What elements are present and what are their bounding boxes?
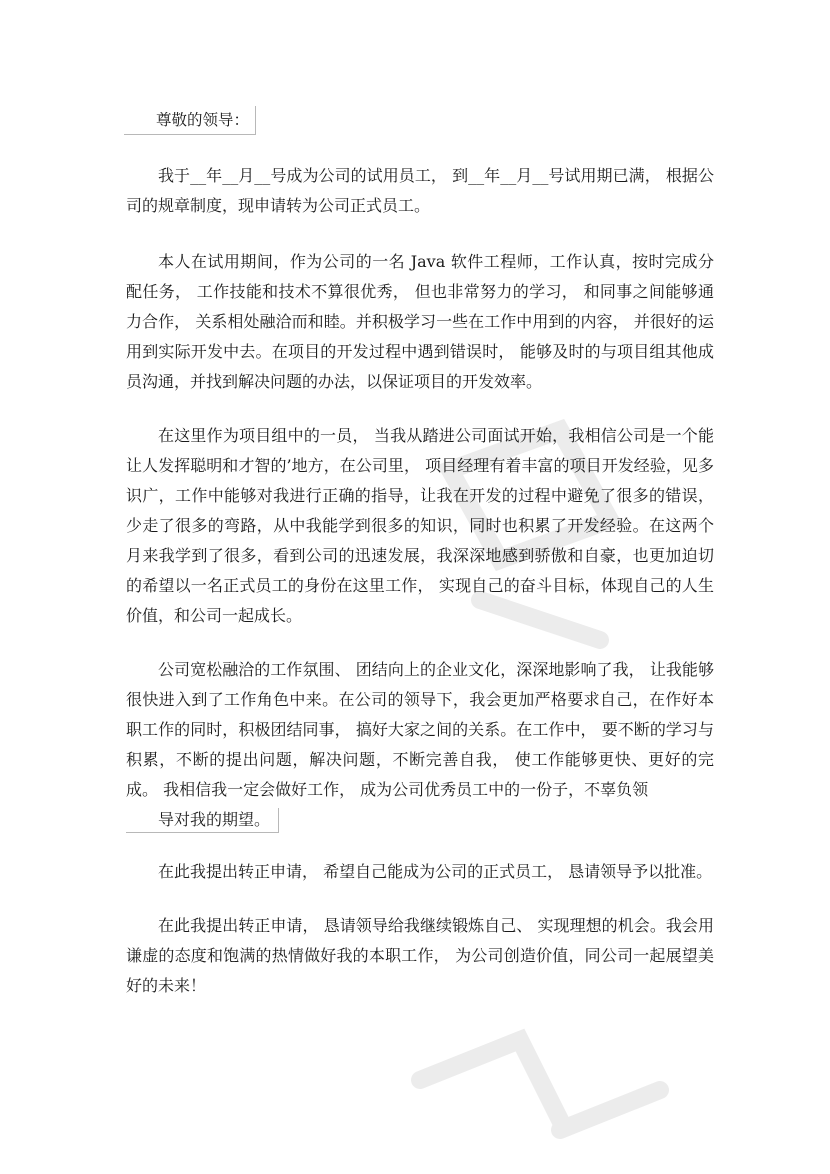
watermark-stroke <box>420 1040 560 1120</box>
paragraph-5: 在此我提出转正申请， 希望自己能成为公司的正式员工， 恳请领导予以批准。 <box>158 862 713 881</box>
paragraph-4-end: 导对我的期望。 <box>126 808 279 833</box>
watermark-stroke <box>560 1090 660 1130</box>
paragraph-4-text: 公司宽松融洽的工作氛围、 团结向上的企业文化，深深地影响了我， 让我能够很快进入到了工作角色中来。在公司的领导下，我会更加严格要求自己，在作好本职工作的同时，积极团结同事， 搞好大家之间的关系。在工作中， 要不断的学习与积累，不断的提出问题，解决问题，不断完善自我， 使工作能够更快、更好的完成。 我相信我一定会做好工作， 成为公司优秀员工中的一份子，不辜负领 <box>126 660 714 799</box>
paragraph-1: 我于__年__月__号成为公司的试用员工， 到__年__月__号试用期已满， 根据公司的规章制度，现申请转为公司正式员工。 <box>126 166 714 215</box>
paragraph-6: 在此我提出转正申请， 恳请领导给我继续锻炼自己、 实现理想的机会。我会用谦虚的态度和饱满的热情做好我的本职工作， 为公司创造价值，同公司一起展望美好的未来！ <box>126 916 714 995</box>
paragraph-4 <box>126 655 714 835</box>
letter-body <box>126 106 714 1001</box>
paragraph-3: 在这里作为项目组中的一员， 当我从踏进公司面试开始，我相信公司是一个能让人发挥聪明和才智的’地方，在公司里， 项目经理有着丰富的项目开发经验，见多识广，工作中能够对我进行正确的指导，让我在开发的过程中避免了很多的错误， 少走了很多的弯路，从中我能学到很多的知识，同时也积累了开发经验。在这两个月来我学到了很多，看到公司的迅速发展，我深深地感到骄傲和自豪，也更加迫切的希望以一名正式员工的身份在这里工作， 实现自己的奋斗目标，体现自己的人生价值，和公司一起成长。 <box>126 426 714 625</box>
salutation: 尊敬的领导： <box>124 106 256 135</box>
paragraph-2: 本人在试用期间，作为公司的一名 Java 软件工程师，工作认真，按时完成分配任务， 工作技能和技术不算很优秀， 但也非常努力的学习， 和同事之间能够通力合作， 关系相处融洽而和睦。并积极学习一些在工作中用到的内容， 并很好的运用到实际开发中去。在项目的开发过程中遇到错误时， 能够及时的与项目组其他成员沟通，并找到解决问题的办法，以保证项目的开发效率。 <box>126 252 714 391</box>
